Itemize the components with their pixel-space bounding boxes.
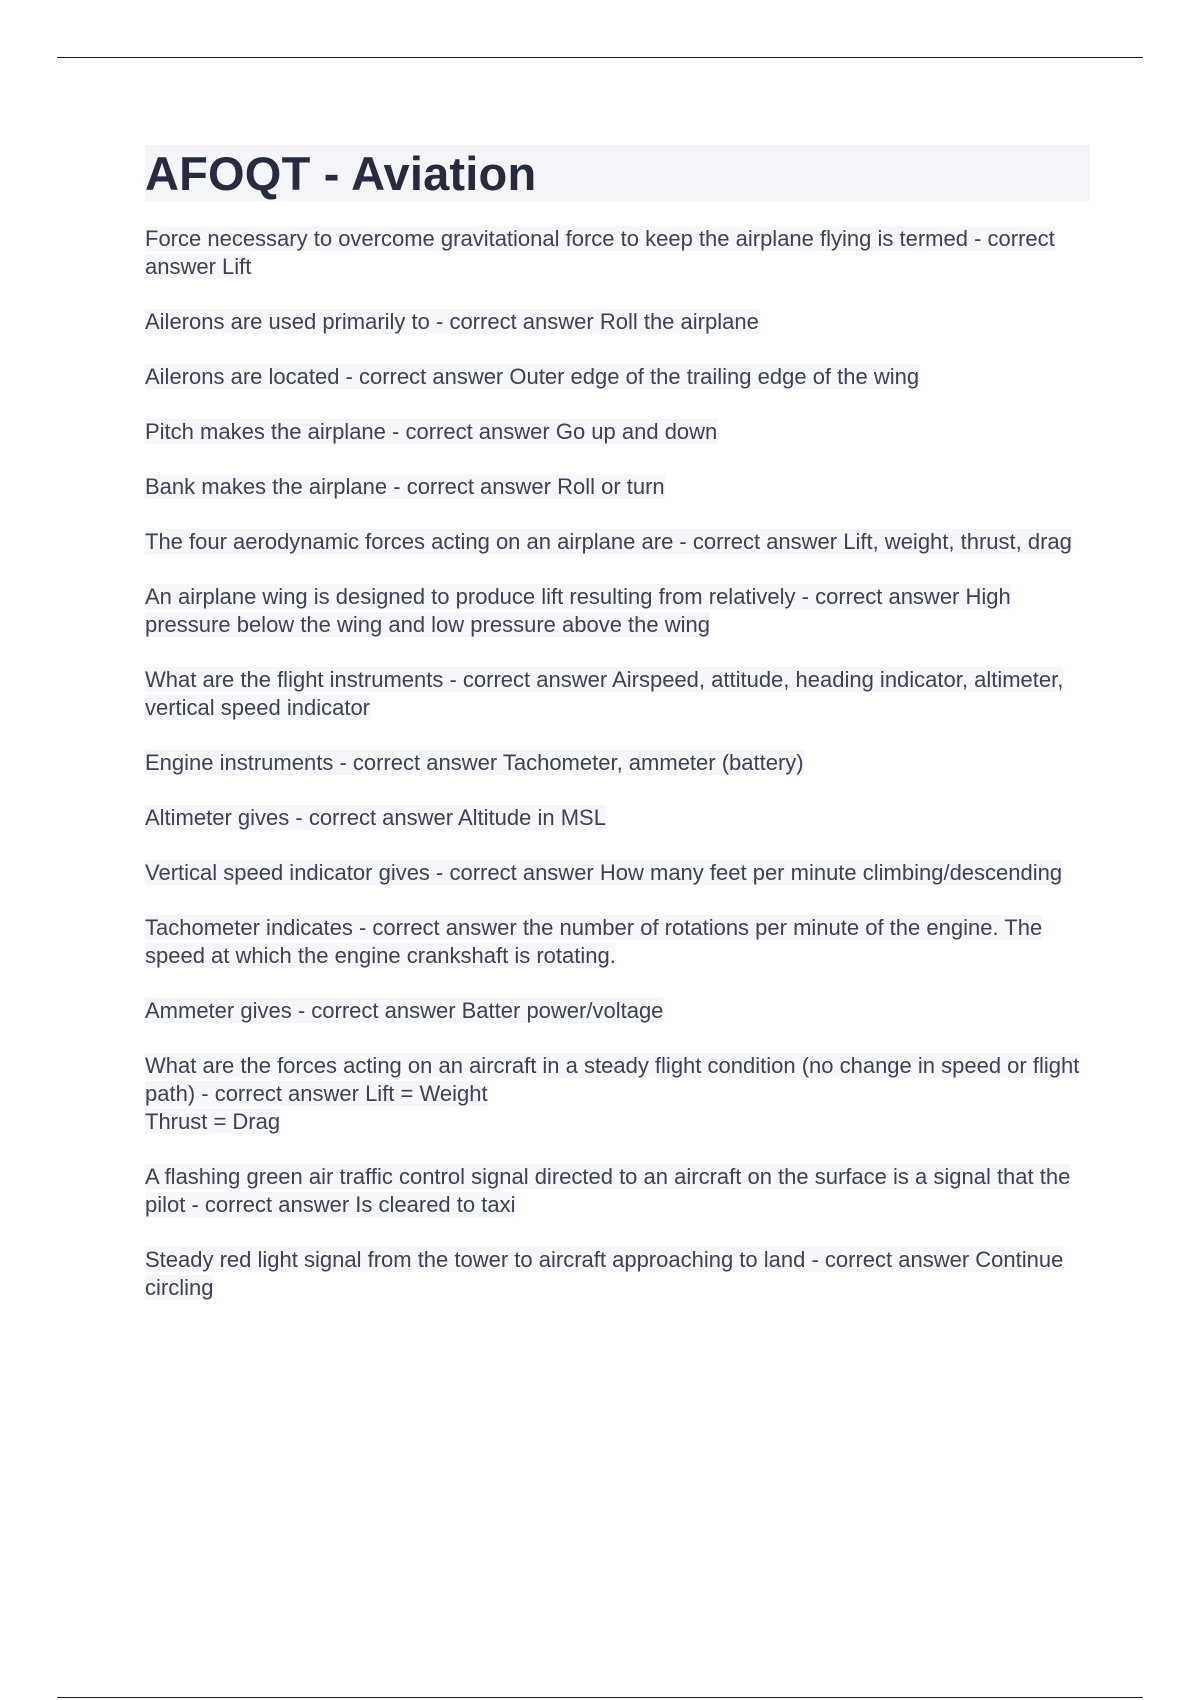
qa-text: The four aerodynamic forces acting on an airplane are - correct answer Lift, weight, thrust, drag	[145, 529, 1072, 554]
footer-rule	[57, 1697, 1143, 1698]
qa-text: Vertical speed indicator gives - correct answer How many feet per minute climbing/descending	[145, 860, 1063, 885]
qa-item	[145, 308, 1090, 336]
qa-text: An airplane wing is designed to produce lift resulting from relatively - correct answer High pressure below the wing and low pressure above the wing	[145, 584, 1011, 637]
qa-item	[145, 583, 1090, 639]
qa-item	[145, 473, 1090, 501]
qa-text: Pitch makes the airplane - correct answer Go up and down	[145, 419, 718, 444]
qa-text: What are the flight instruments - correct answer Airspeed, attitude, heading indicator, altimeter, vertical speed indicator	[145, 667, 1064, 720]
qa-item	[145, 1052, 1090, 1136]
qa-text: Altimeter gives - correct answer Altitude in MSL	[145, 805, 606, 830]
qa-text: Tachometer indicates - correct answer the number of rotations per minute of the engine. The speed at which the engine crankshaft is rotating.	[145, 915, 1043, 968]
qa-list	[145, 225, 1090, 1302]
qa-item	[145, 666, 1090, 722]
qa-text: A flashing green air traffic control signal directed to an aircraft on the surface is a signal that the pilot - correct answer Is cleared to taxi	[145, 1164, 1071, 1217]
header-rule	[57, 57, 1143, 58]
qa-item	[145, 1163, 1090, 1219]
qa-text: Engine instruments - correct answer Tachometer, ammeter (battery)	[145, 750, 804, 775]
title-band	[145, 145, 1090, 201]
document-body	[145, 145, 1090, 1329]
qa-item	[145, 528, 1090, 556]
qa-item	[145, 859, 1090, 887]
qa-text: Steady red light signal from the tower to aircraft approaching to land - correct answer Continue circling	[145, 1247, 1064, 1300]
qa-item	[145, 997, 1090, 1025]
qa-text: Force necessary to overcome gravitational force to keep the airplane flying is termed - correct answer Lift	[145, 226, 1055, 279]
qa-item	[145, 749, 1090, 777]
page-title: AFOQT - Aviation	[145, 146, 537, 200]
qa-text: Ailerons are used primarily to - correct answer Roll the airplane	[145, 309, 759, 334]
qa-text: Bank makes the airplane - correct answer Roll or turn	[145, 474, 665, 499]
qa-item	[145, 225, 1090, 281]
qa-text: Ammeter gives - correct answer Batter power/voltage	[145, 998, 664, 1023]
qa-item	[145, 804, 1090, 832]
qa-item	[145, 1246, 1090, 1302]
qa-text: Ailerons are located - correct answer Outer edge of the trailing edge of the wing	[145, 364, 920, 389]
qa-text: What are the forces acting on an aircraft in a steady flight condition (no change in speed or flight path) - correct answer Lift = Weight Thrust = Drag	[145, 1053, 1080, 1134]
qa-item	[145, 363, 1090, 391]
qa-item	[145, 418, 1090, 446]
qa-item	[145, 914, 1090, 970]
